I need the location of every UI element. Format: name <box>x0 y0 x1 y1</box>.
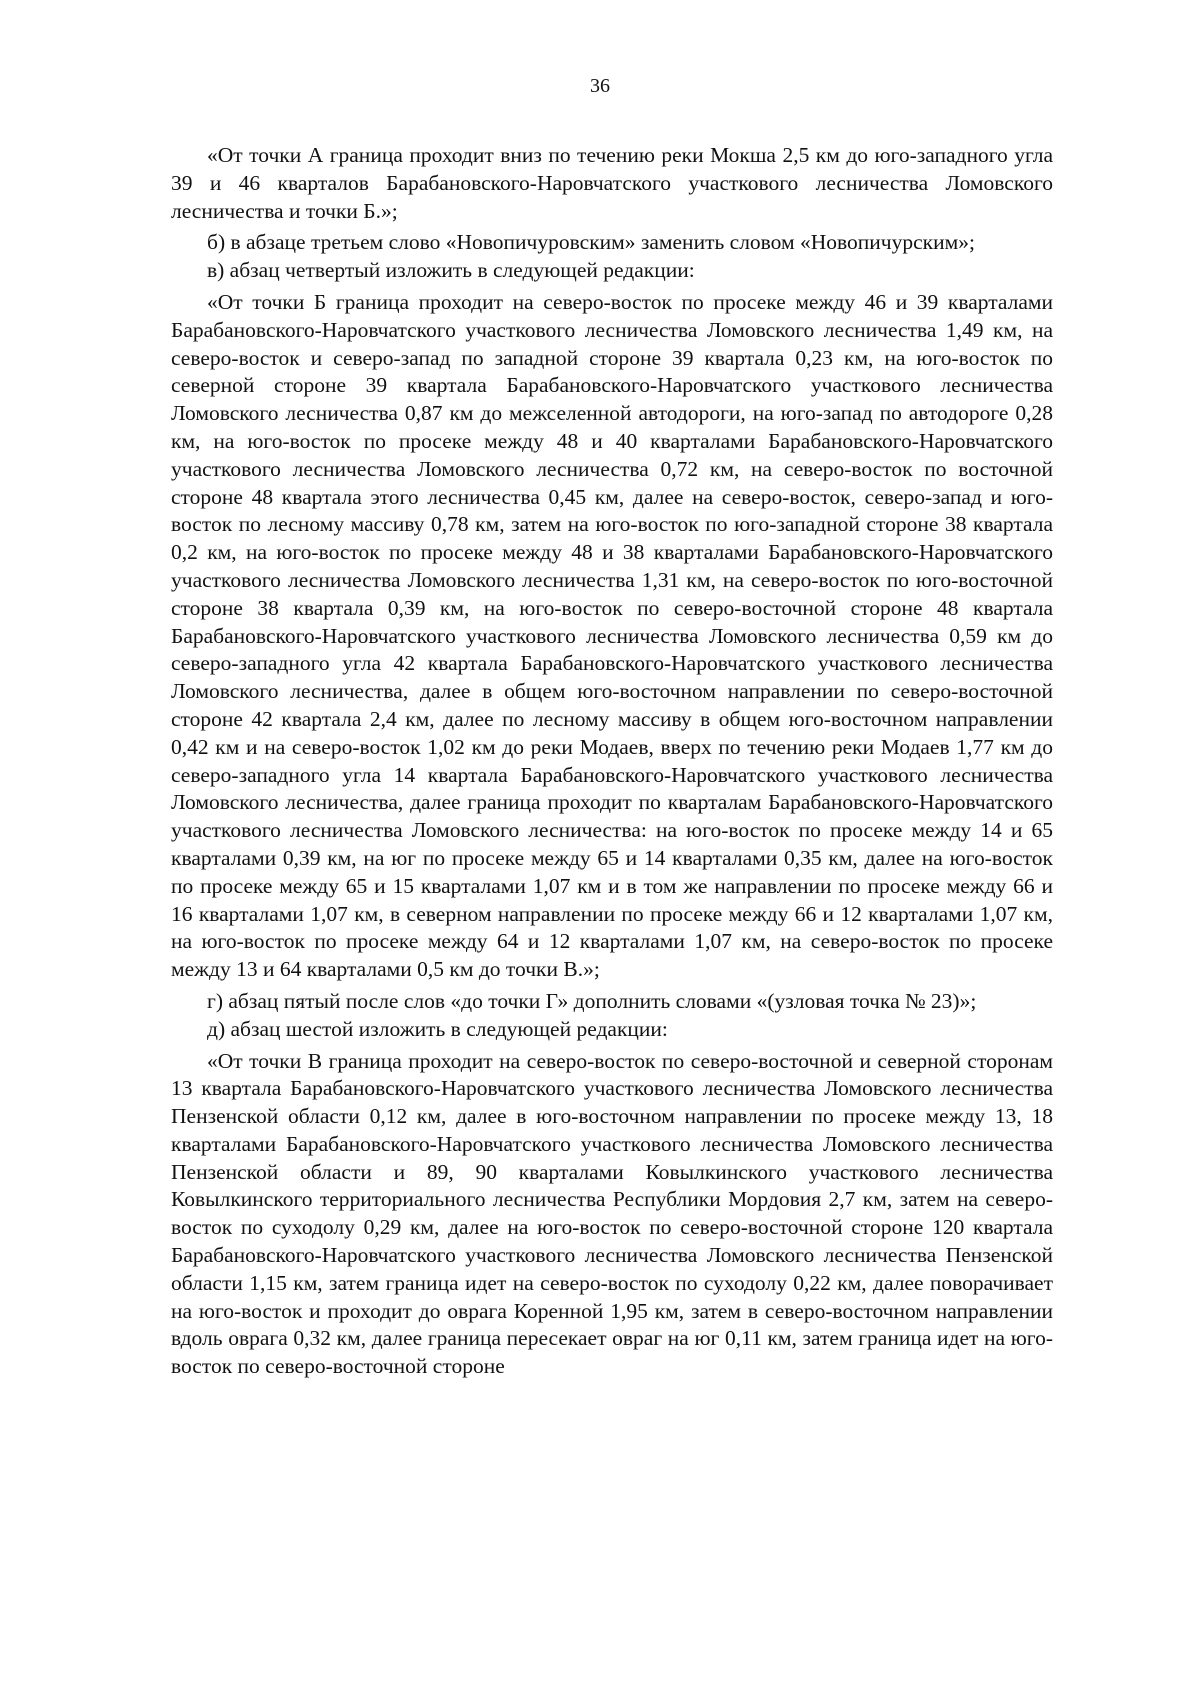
paragraph-amendment-v: в) абзац четвертый изложить в следующей редакции: <box>207 258 695 283</box>
paragraph-quote-point-v: «От точки В граница проходит на северо-восток по северо-восточной и северной сторонам 13 квартала Барабановского-Наровчатского участкового лесничества Ломовского лесничества Пензенской области 0,12 км, далее в юго-восточном направлении по просеке между 13, 18 кварталами Барабановского-Наровчатского участкового лесничества Ломовского лесничества Пензенской области и 89, 90 кварталами Ковылкинского участкового лесничества Ковылкинского территориального лесничества Республики Мордовия 2,7 км, затем на северо-восток по суходолу 0,29 км, далее на юго-восток по северо-восточной стороне 120 квартала Барабановского-Наровчатского участкового лесничества Ломовского лесничества Пензенской области 1,15 км, затем граница идет на северо-восток по суходолу 0,22 км, далее поворачивает на юго-восток и проходит до оврага Коренной 1,95 км, затем в северо-восточном направлении вдоль оврага 0,32 км, далее граница пересекает овраг на юг 0,11 км, затем граница идет на юго-восток по северо-восточной стороне <box>171 1048 1053 1379</box>
paragraph-quote-point-b: «От точки Б граница проходит на северо-восток по просеке между 46 и 39 кварталами Барабановского-Наровчатского участкового лесничества Ломовского лесничества 1,49 км, на северо-восток и северо-запад по западной стороне 39 квартала 0,23 км, на юго-восток по северной стороне 39 квартала Барабановского-Наровчатского участкового лесничества Ломовского лесничества 0,87 км до межселенной автодороги, на юго-запад по автодороге 0,28 км, на юго-восток по просеке между 48 и 40 кварталами Барабановского-Наровчатского участкового лесничества Ломовского лесничества 0,72 км, на северо-восток по восточной стороне 48 квартала этого лесничества 0,45 км, далее на северо-восток, северо-запад и юго-восток по лесному массиву 0,78 км, затем на юго-восток по юго-западной стороне 38 квартала 0,2 км, на юго-восток по просеке между 48 и 38 кварталами Барабановского-Наровчатского участкового лесничества Ломовского лесничества 1,31 км, на северо-восток по юго-восточной стороне 38 квартала 0,39 км, на юго-восток по северо-восточной стороне 48 квартала Барабановского-Наровчатского участкового лесничества Ломовского лесничества 0,59 км до северо-западного угла 42 квартала Барабановского-Наровчатского участкового лесничества Ломовского лесничества, далее в общем юго-восточном направлении по северо-восточной стороне 42 квартала 2,4 км, далее по лесному массиву в общем юго-восточном направлении 0,42 км и на северо-восток 1,02 км до реки Модаев, вверх по течению реки Модаев 1,77 км до северо-западного угла 14 квартала Барабановского-Наровчатского участкового лесничества Ломовского лесничества, далее граница проходит по кварталам Барабановского-Наровчатского участкового лесничества Ломовского лесничества: на юго-восток по просеке между 14 и 65 кварталами 0,39 км, на юг по просеке между 65 и 14 кварталами 0,35 км, далее на юго-восток по просеке между 65 и 15 кварталами 1,07 км и в том же направлении по просеке между 66 и 16 кварталами 1,07 км, в северном направлении по просеке между 66 и 12 кварталами 1,07 км, на юго-восток по просеке между 64 и 12 кварталами 1,07 км, на северо-восток по просеке между 13 и 64 кварталами 0,5 км до точки В.»; <box>171 289 1053 982</box>
paragraph-amendment-b: б) в абзаце третьем слово «Новопичуровским» заменить словом «Новопичурским»; <box>207 230 975 255</box>
paragraph-amendment-d: д) абзац шестой изложить в следующей редакции: <box>207 1016 668 1041</box>
paragraph-quote-point-a: «От точки А граница проходит вниз по течению реки Мокша 2,5 км до юго-западного угла 39 и 46 кварталов Барабановского-Наровчатского участкового лесничества Ломовского лесничества и точки Б.»; <box>171 143 1053 223</box>
paragraph-amendment-g: г) абзац пятый после слов «до точки Г» дополнить словами «(узловая точка № 23)»; <box>207 988 977 1013</box>
page-number: 36 <box>590 75 610 97</box>
document-body <box>171 142 1053 1381</box>
